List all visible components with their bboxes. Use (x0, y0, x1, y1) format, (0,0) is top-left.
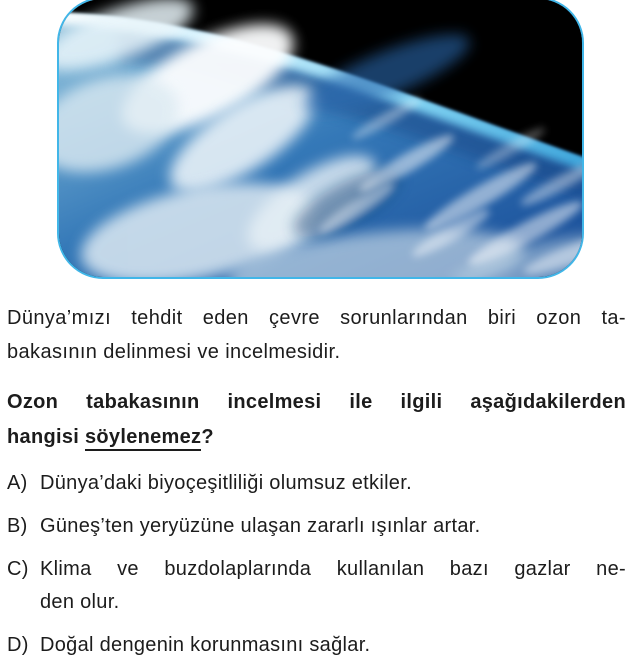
question-line-1: Ozon tabakasının incelmesi ile ilgili aşağıdakilerden (7, 391, 626, 413)
option-c-line-1: Klima ve buzdolaplarında kullanılan bazı gazlar ne- (40, 558, 626, 580)
question-text-column (0, 301, 635, 662)
question-line2-prefix: hangisi (7, 426, 85, 448)
option-a[interactable] (7, 467, 626, 500)
question-stem (7, 385, 626, 455)
option-d-text (40, 629, 626, 662)
option-c-text (40, 553, 626, 619)
option-a-text (40, 467, 626, 500)
option-d-label: D) (7, 634, 29, 656)
earth-photo-graphic (59, 0, 582, 277)
question-line2-suffix: ? (201, 426, 214, 448)
option-d-line-1: Doğal dengenin korunmasını sağlar. (40, 634, 371, 656)
option-a-label: A) (7, 472, 28, 494)
intro-paragraph (7, 301, 626, 369)
option-b[interactable] (7, 510, 626, 543)
options-list (7, 467, 626, 662)
question-line-2 (7, 420, 626, 455)
option-b-text (40, 510, 626, 543)
option-c[interactable] (7, 553, 626, 619)
option-c-label: C) (7, 558, 29, 580)
option-b-label: B) (7, 515, 28, 537)
option-d[interactable] (7, 629, 626, 662)
option-c-line-2: den olur. (40, 591, 120, 613)
earth-photo (57, 0, 584, 279)
option-a-line-1: Dünya’daki biyoçeşitliliği olumsuz etkiler. (40, 472, 412, 494)
question-underlined-word: söylenemez (85, 426, 201, 451)
intro-line-2: bakasının delinmesi ve incelmesidir. (7, 341, 341, 363)
intro-line-1: Dünya’mızı tehdit eden çevre sorunlarından biri ozon ta- (7, 307, 626, 329)
option-b-line-1: Güneş’ten yeryüzüne ulaşan zararlı ışınlar artar. (40, 515, 481, 537)
